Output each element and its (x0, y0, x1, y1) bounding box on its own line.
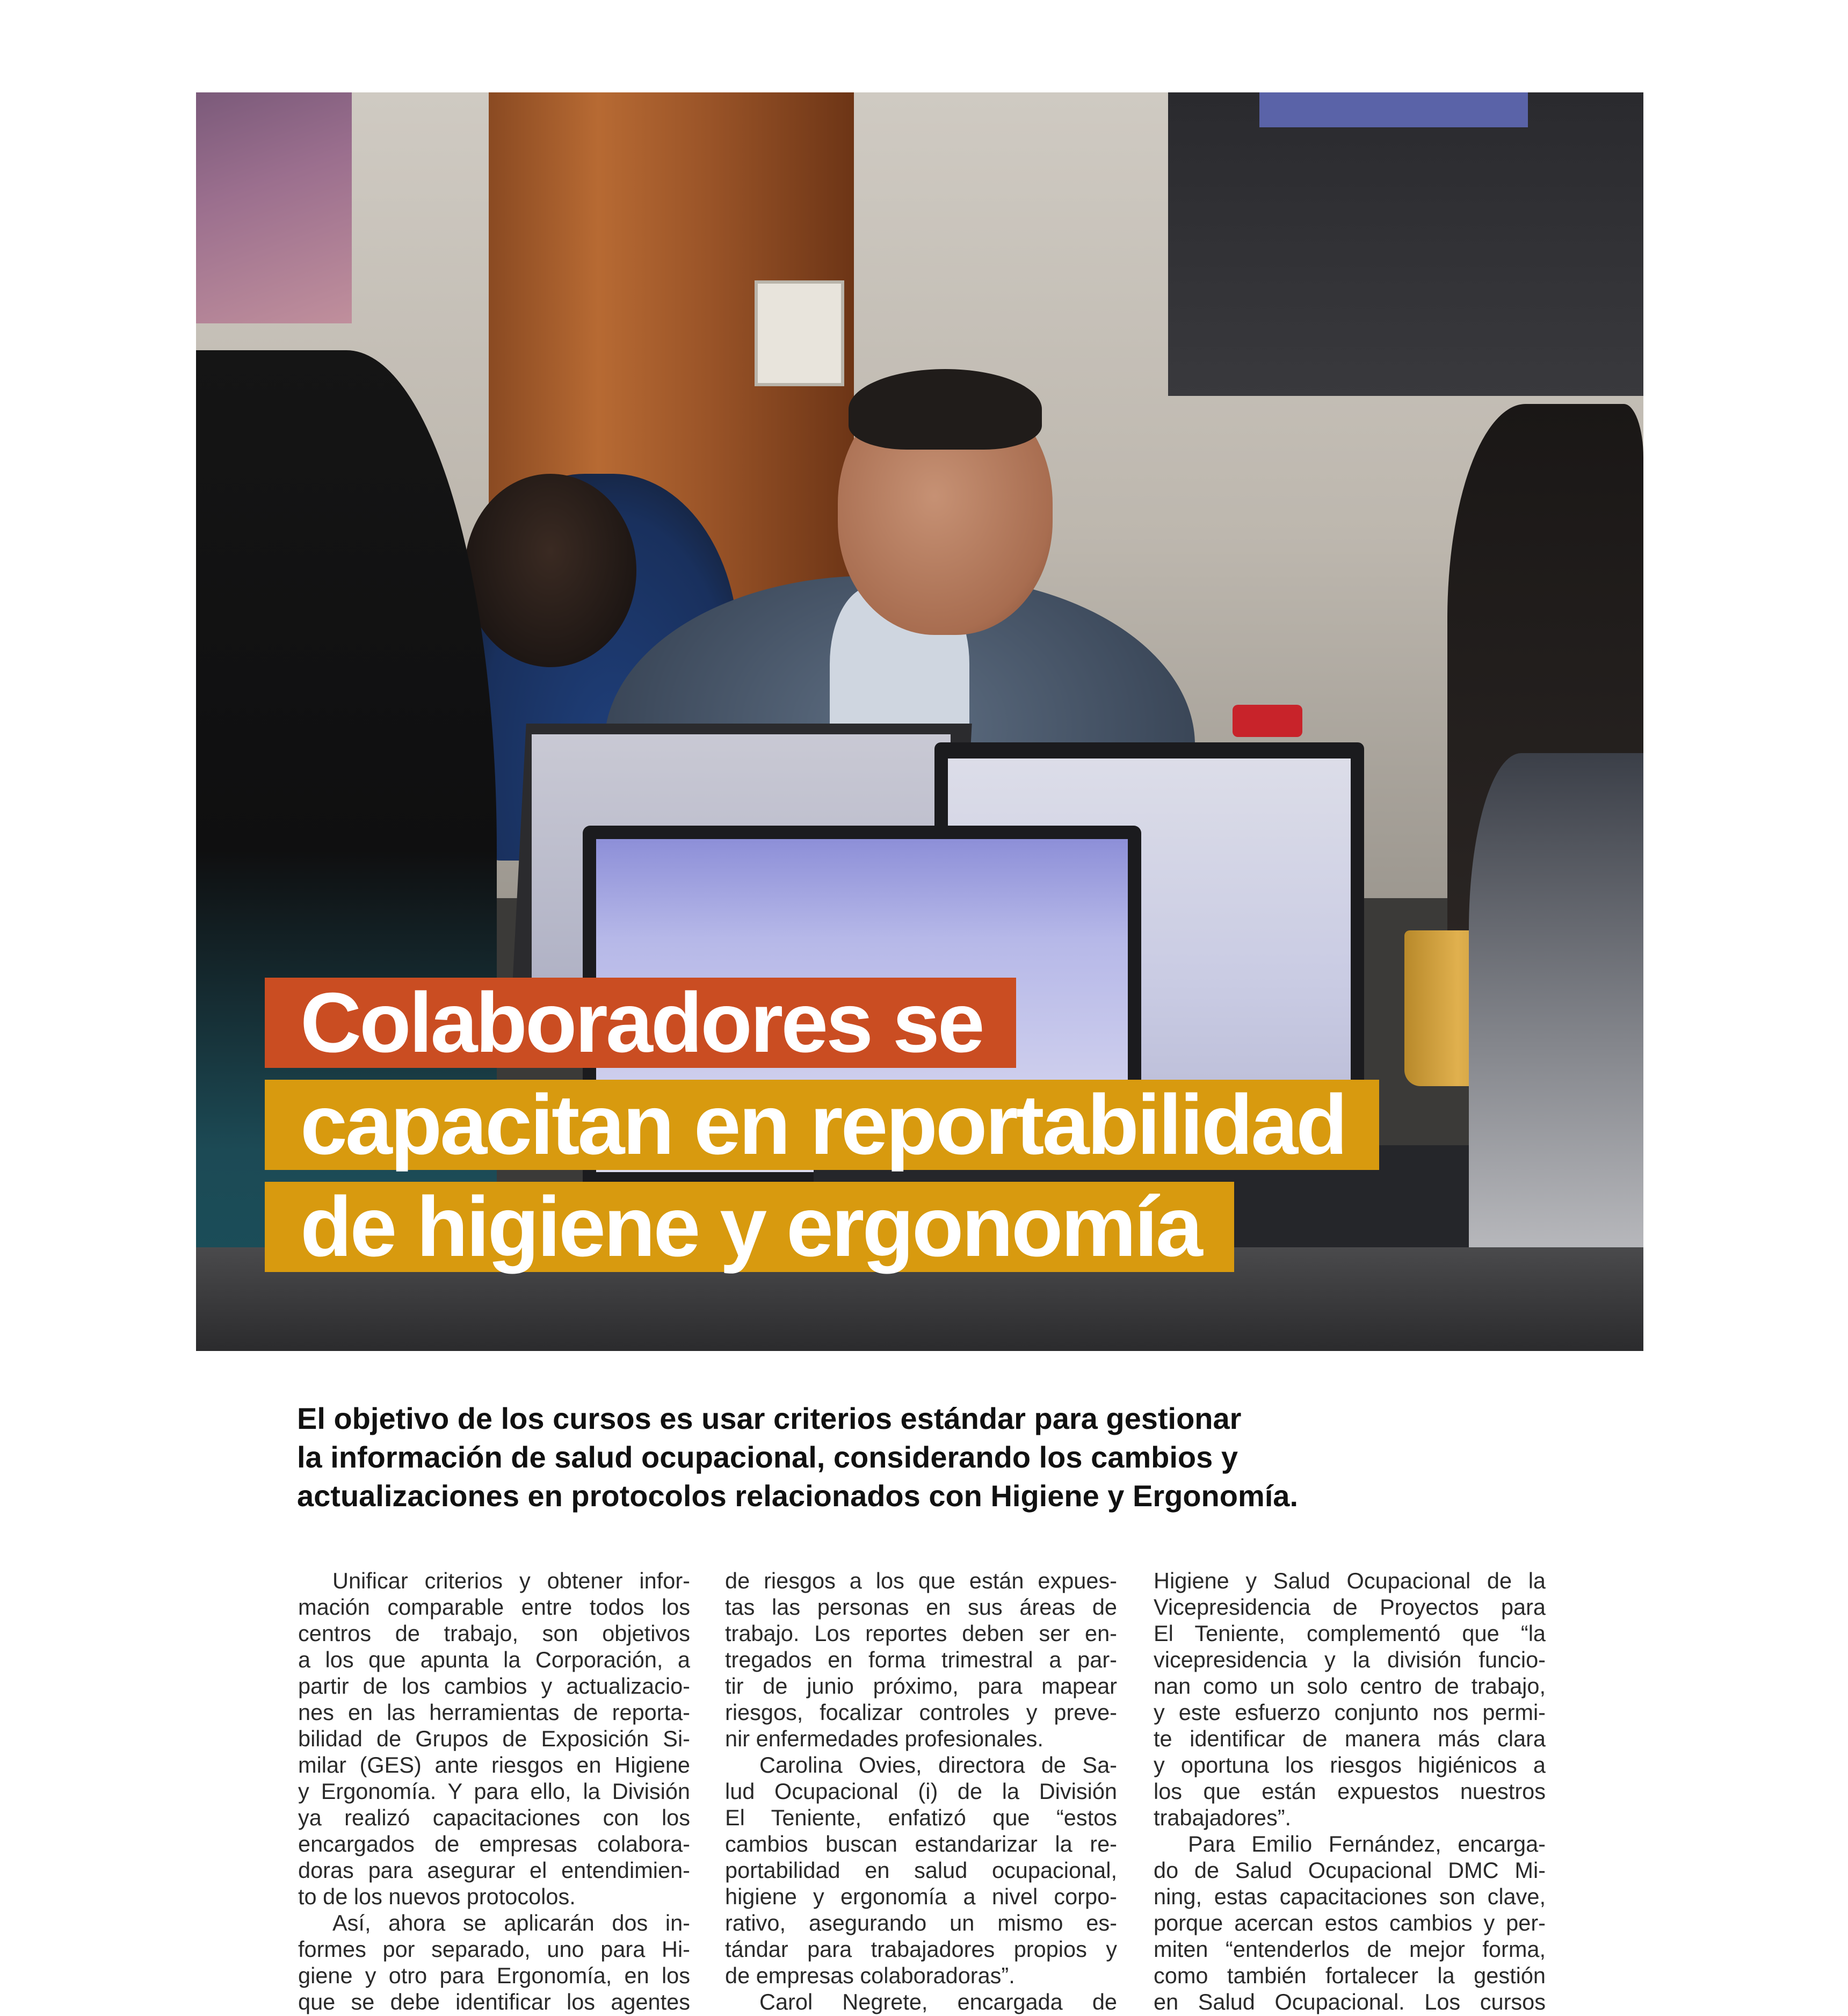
body-line: Vicepresidencia de Proyectos para (1154, 1594, 1546, 1620)
body-line: te identificar de manera más clara (1154, 1726, 1546, 1751)
body-line: y Ergonomía. Y para ello, la División (298, 1779, 690, 1804)
body-line: doras para asegurar el entendimien- (298, 1858, 690, 1883)
body-line: miten “entenderlos de mejor forma, (1154, 1936, 1546, 1962)
body-line: ning, estas capacitaciones son clave, (1154, 1884, 1546, 1909)
body-line: vicepresidencia y la división funcio- (1154, 1647, 1546, 1672)
body-line: que se debe identificar los agentes (298, 1989, 690, 2014)
body-line: los que están expuestos nuestros (1154, 1779, 1546, 1804)
body-line: trabajo. Los reportes deben ser en- (725, 1621, 1117, 1646)
body-line: Higiene y Salud Ocupacional de la (1154, 1568, 1546, 1593)
body-line: tándar para trabajadores propios y (725, 1936, 1117, 1962)
photo-wall-switch (755, 280, 844, 386)
body-line: nes en las herramientas de reporta- (298, 1700, 690, 1725)
body-line: en Salud Ocupacional. Los cursos (1154, 1989, 1546, 2014)
headline-line-2: capacitan en reportabilidad (265, 1080, 1379, 1170)
body-column-3 (1154, 1567, 1546, 2015)
photo-wall-banner (196, 92, 352, 323)
body-line: portabilidad en salud ocupacional, (725, 1858, 1117, 1883)
body-line: nir enfermedades profesionales. (725, 1726, 1043, 1751)
lead-line-1: El objetivo de los cursos es usar criterios estándar para gestionar (297, 1401, 1242, 1435)
body-line: a los que apunta la Corporación, a (298, 1647, 690, 1672)
body-line: El Teniente, enfatizó que “estos (725, 1805, 1117, 1830)
body-column-1 (298, 1567, 690, 2015)
body-line: rativo, asegurando un mismo es- (725, 1910, 1117, 1935)
body-line: giene y otro para Ergonomía, en los (298, 1963, 690, 1988)
body-line: El Teniente, complementó que “la (1154, 1621, 1546, 1646)
photo-tv-screen (1168, 92, 1643, 396)
headline-line-3: de higiene y ergonomía (265, 1182, 1234, 1272)
body-line: milar (GES) ante riesgos en Higiene (298, 1752, 690, 1777)
lead-paragraph (297, 1399, 1371, 1515)
body-line: como también fortalecer la gestión (1154, 1963, 1546, 1988)
body-line: Unificar criterios y obtener infor- (332, 1568, 690, 1593)
body-line: formes por separado, uno para Hi- (298, 1936, 690, 1962)
body-line: to de los nuevos protocolos. (298, 1884, 576, 1909)
body-line: Para Emilio Fernández, encarga- (1188, 1831, 1546, 1856)
body-line: Carolina Ovies, directora de Sa- (759, 1752, 1117, 1777)
body-line: y oportuna los riesgos higiénicos a (1154, 1752, 1546, 1777)
body-line: ya realizó capacitaciones con los (298, 1805, 690, 1830)
body-line: mación comparable entre todos los (298, 1594, 690, 1620)
body-line: cambios buscan estandarizar la re- (725, 1831, 1117, 1856)
photo-red-clip (1233, 705, 1302, 737)
body-line: y este esfuerzo conjunto nos permi- (1154, 1700, 1546, 1725)
body-line: de riesgos a los que están expues- (725, 1568, 1117, 1593)
body-line: tir de junio próximo, para mapear (725, 1673, 1117, 1699)
body-line: bilidad de Grupos de Exposición Si- (298, 1726, 690, 1751)
body-line: centros de trabajo, son objetivos (298, 1621, 690, 1646)
lead-line-3: actualizaciones en protocolos relacionados con Higiene y Ergonomía. (297, 1479, 1298, 1513)
body-line: partir de los cambios y actualizacio- (298, 1673, 690, 1699)
photo-tv-strip (1259, 92, 1528, 127)
lead-line-2: la información de salud ocupacional, considerando los cambios y (297, 1440, 1238, 1474)
body-line: riesgos, focalizar controles y preve- (725, 1700, 1117, 1725)
headline-line-1: Colaboradores se (265, 978, 1016, 1068)
body-column-2 (725, 1567, 1117, 2015)
body-line: trabajadores”. (1154, 1805, 1292, 1830)
body-line: lud Ocupacional (i) de la División (725, 1779, 1117, 1804)
body-line: do de Salud Ocupacional DMC Mi- (1154, 1858, 1546, 1883)
body-line: nan como un solo centro de trabajo, (1154, 1673, 1546, 1699)
body-line: de empresas colaboradoras”. (725, 1963, 1015, 1988)
photo-person-back-head (465, 474, 636, 667)
body-line: higiene y ergonomía a nivel corpo- (725, 1884, 1117, 1909)
body-line: Carol Negrete, encargada de (759, 1989, 1117, 2014)
photo-man-hair (849, 369, 1042, 450)
body-line: tregados en forma trimestral a par- (725, 1647, 1117, 1672)
body-line: encargados de empresas colabora- (298, 1831, 690, 1856)
body-line: porque acercan estos cambios y per- (1154, 1910, 1546, 1935)
body-line: tas las personas en sus áreas de (725, 1594, 1117, 1620)
body-line: Así, ahora se aplicarán dos in- (332, 1910, 690, 1935)
